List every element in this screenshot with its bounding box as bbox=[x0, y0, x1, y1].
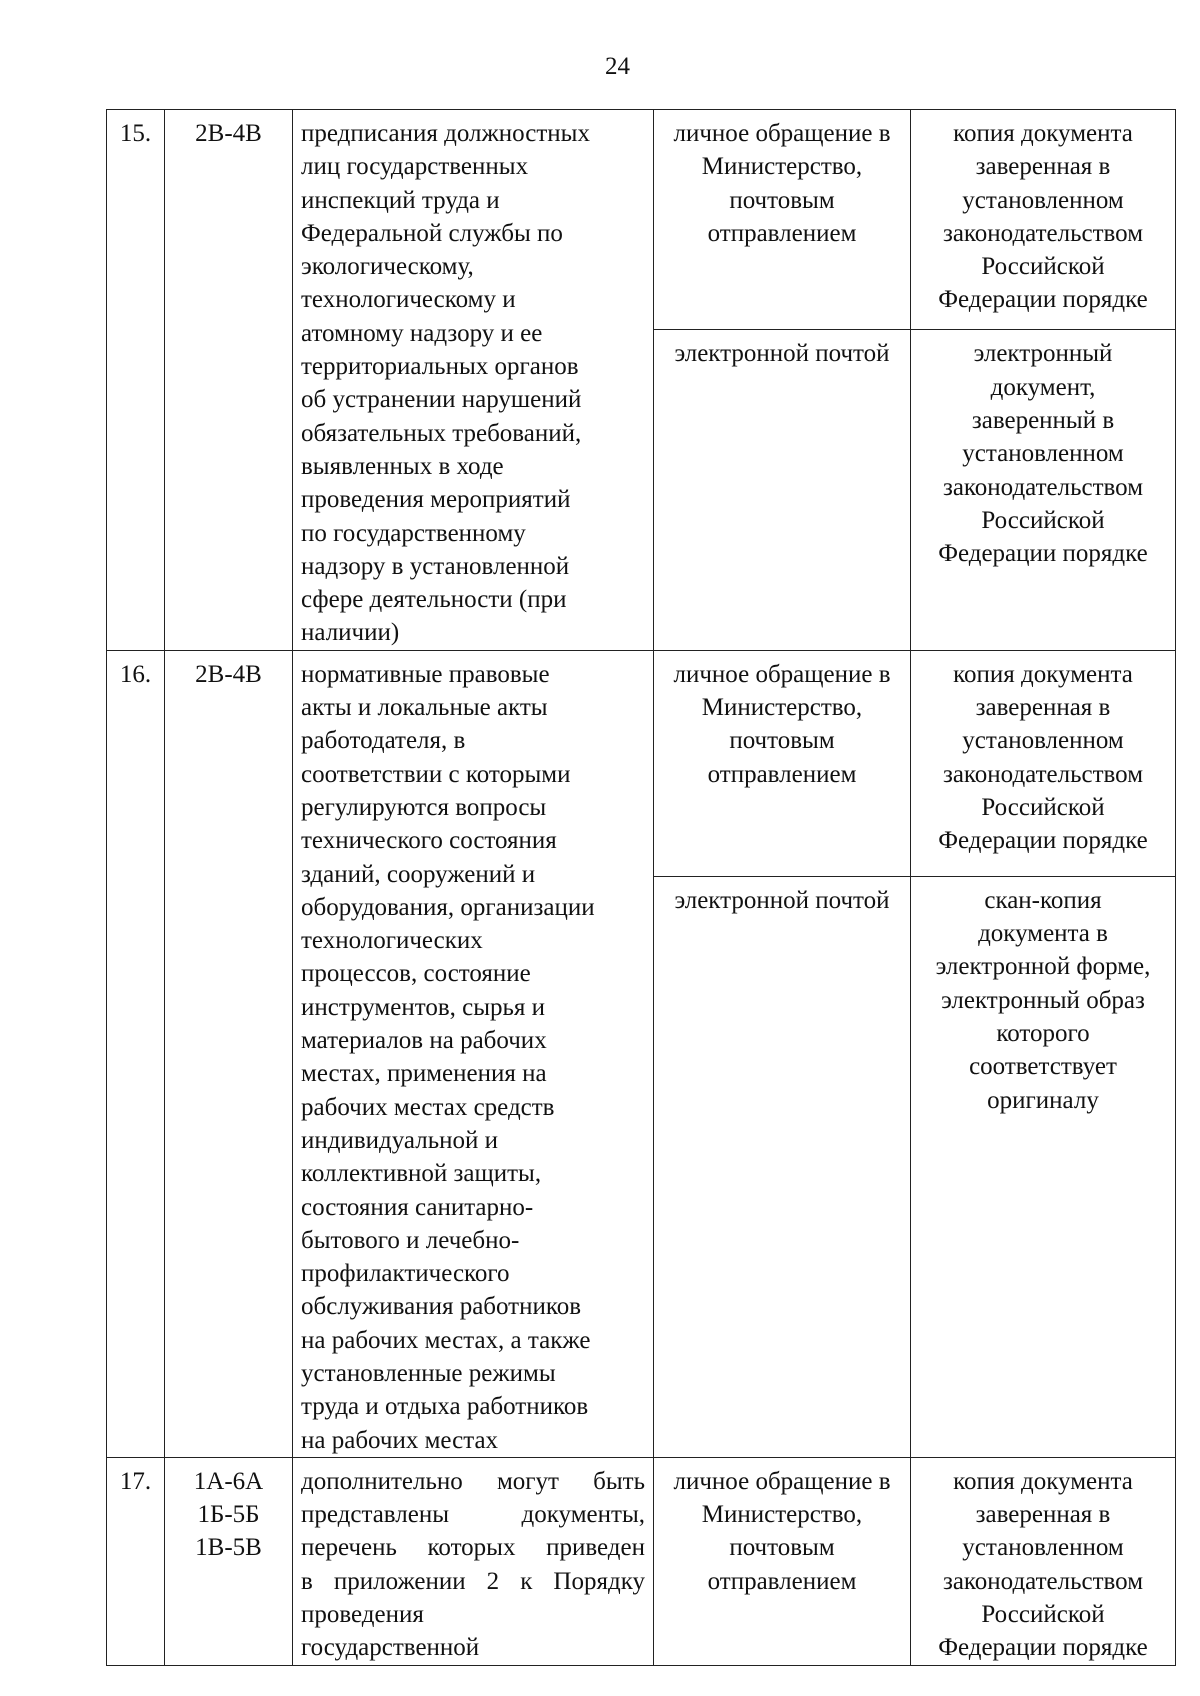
submission-method-line: личное обращение в bbox=[673, 1467, 891, 1495]
section-codes bbox=[165, 1457, 293, 1665]
document-form-line: которого bbox=[996, 1020, 1090, 1048]
document-name-line: проведения мероприятий bbox=[301, 486, 571, 514]
document-name-line: об устранении нарушений bbox=[301, 386, 582, 414]
document-form-line: законодательством bbox=[942, 1567, 1144, 1595]
document-name-line: регулируются вопросы bbox=[301, 793, 547, 821]
submission-method-line: почтовым bbox=[729, 727, 835, 755]
submission-method bbox=[654, 110, 911, 330]
document-form-line: установленном bbox=[962, 727, 1124, 755]
document-name-line: перечень которых приведен bbox=[301, 1534, 645, 1562]
document-form-line: установленном bbox=[962, 186, 1124, 214]
submission-method-line: Министерство, bbox=[701, 153, 863, 181]
section-codes bbox=[165, 110, 293, 651]
document-form-line: оригиналу bbox=[987, 1086, 1099, 1114]
document-name-line: наличии) bbox=[301, 619, 400, 647]
submission-method-line: почтовым bbox=[729, 1534, 835, 1562]
submission-method bbox=[654, 876, 911, 1457]
document-name-line: рабочих местах средств bbox=[301, 1093, 555, 1121]
submission-method-line: личное обращение в bbox=[673, 120, 891, 147]
document-name-line: установленные режимы bbox=[301, 1359, 556, 1387]
document-name-line: зданий, сооружений и bbox=[301, 860, 536, 888]
document-form-line: Российской bbox=[981, 793, 1105, 821]
document-name-line: дополнительно могут быть bbox=[301, 1467, 645, 1495]
document-name-line: материалов на рабочих bbox=[301, 1027, 547, 1055]
document-name-line: выявленных в ходе bbox=[301, 452, 504, 480]
document-name-line: обслуживания работников bbox=[301, 1293, 582, 1321]
document-name-line: обязательных требований, bbox=[301, 419, 582, 447]
document-name-line: Федеральной службы по bbox=[301, 219, 563, 247]
submission-method-line: отправлением bbox=[707, 219, 857, 247]
page-number: 24 bbox=[605, 53, 630, 80]
submission-method-line: электронной почтой bbox=[674, 340, 890, 368]
document-name bbox=[293, 110, 654, 651]
document-form-line: соответствует bbox=[969, 1053, 1117, 1081]
document-name-line: технологических bbox=[301, 927, 483, 955]
documents-table bbox=[106, 109, 1176, 1666]
document-name-line: местах, применения на bbox=[301, 1060, 547, 1088]
document-form-line: заверенная в bbox=[975, 694, 1111, 722]
document-form-line: Федерации порядке bbox=[938, 286, 1148, 314]
document-form-line: заверенный в bbox=[971, 406, 1115, 434]
document-form-line: установленном bbox=[962, 1534, 1124, 1562]
document-name-line: лиц государственных bbox=[301, 153, 529, 181]
document-form-line: законодательством bbox=[942, 219, 1144, 247]
document-name-line: на рабочих местах bbox=[301, 1426, 499, 1454]
section-code: 1А-6А bbox=[193, 1467, 264, 1495]
document-name-line: предписания должностных bbox=[301, 120, 590, 147]
document-name-line: государственной bbox=[301, 1634, 480, 1662]
section-code: 2В-4В bbox=[195, 660, 262, 688]
submission-method-line: электронной почтой bbox=[674, 886, 890, 914]
document-name-line: инструментов, сырья и bbox=[301, 993, 546, 1021]
document-name-line: экологическому, bbox=[301, 253, 474, 281]
document-form-line: законодательством bbox=[942, 473, 1144, 501]
document-name bbox=[293, 650, 654, 1457]
document-form-line: законодательством bbox=[942, 760, 1144, 788]
document-name-line: труда и отдыха работников bbox=[301, 1393, 589, 1421]
document-name bbox=[293, 1457, 654, 1665]
section-code: 1В-5В bbox=[195, 1534, 262, 1562]
submission-method-line: отправлением bbox=[707, 1567, 857, 1595]
document-name-line: процессов, состояние bbox=[301, 960, 531, 988]
document-form bbox=[911, 330, 1176, 650]
submission-method-line: отправлением bbox=[707, 760, 857, 788]
document-name-line: территориальных органов bbox=[301, 353, 579, 381]
document-form-line: документа в bbox=[978, 920, 1108, 948]
document-name-line: соответствии с которыми bbox=[301, 760, 571, 788]
document-form-line: Федерации порядке bbox=[938, 540, 1148, 568]
document-name-line: профилактического bbox=[301, 1260, 510, 1288]
document-name-line: коллективной защиты, bbox=[301, 1160, 542, 1188]
submission-method-line: Министерство, bbox=[701, 694, 863, 722]
document-name-line: сфере деятельности (при bbox=[301, 586, 567, 614]
document-form-line: заверенная в bbox=[975, 153, 1111, 181]
document-name-line: технологическому и bbox=[301, 286, 516, 314]
document-name-line: атомному надзору и ее bbox=[301, 319, 543, 347]
document-name-line: акты и локальные акты bbox=[301, 694, 548, 722]
document-form-line: копия документа bbox=[953, 1467, 1133, 1495]
submission-method-line: Министерство, bbox=[701, 1501, 863, 1529]
section-codes bbox=[165, 650, 293, 1457]
document-form-line: установленном bbox=[962, 440, 1124, 468]
document-name-line: представлены документы, bbox=[301, 1501, 645, 1529]
document-form bbox=[911, 1457, 1176, 1665]
document-form-line: заверенная в bbox=[975, 1501, 1111, 1529]
document-form-line: электронный образ bbox=[941, 986, 1145, 1014]
document-form-line: документ, bbox=[990, 373, 1096, 401]
document-name-line: на рабочих местах, а также bbox=[301, 1326, 591, 1354]
document-form-line: Российской bbox=[981, 253, 1105, 281]
section-code: 2В-4В bbox=[195, 120, 262, 147]
section-code: 1Б-5Б bbox=[197, 1501, 260, 1529]
row-number: 15. bbox=[107, 110, 165, 651]
document-name-line: инспекций труда и bbox=[301, 186, 500, 214]
table-row bbox=[107, 650, 1176, 876]
table-row bbox=[107, 110, 1176, 330]
row-number: 16. bbox=[107, 650, 165, 1457]
document-name-line: надзору в установленной bbox=[301, 552, 570, 580]
document-form-line: Российской bbox=[981, 506, 1105, 534]
document-name-line: нормативные правовые bbox=[301, 660, 550, 688]
document-form bbox=[911, 876, 1176, 1457]
document-name-line: по государственному bbox=[301, 519, 526, 547]
document-name-line: технического состояния bbox=[301, 827, 557, 855]
document-name-line: индивидуальной и bbox=[301, 1126, 499, 1154]
document-name-line: состояния санитарно- bbox=[301, 1193, 534, 1221]
document-form-line: электронный bbox=[973, 340, 1113, 368]
document-name-line: в приложении 2 к Порядку bbox=[301, 1567, 645, 1595]
table-row bbox=[107, 1457, 1176, 1665]
document-form-line: Федерации порядке bbox=[938, 827, 1148, 855]
document-name-line: проведения bbox=[301, 1601, 424, 1629]
document-form-line: Российской bbox=[981, 1601, 1105, 1629]
submission-method bbox=[654, 1457, 911, 1665]
row-number: 17. bbox=[107, 1457, 165, 1665]
document-form bbox=[911, 650, 1176, 876]
document-form-line: копия документа bbox=[953, 660, 1133, 688]
document-form-line: Федерации порядке bbox=[938, 1634, 1148, 1662]
submission-method bbox=[654, 330, 911, 650]
document-form-line: скан-копия bbox=[984, 886, 1102, 914]
document-form-line: электронной форме, bbox=[935, 953, 1151, 981]
submission-method-line: личное обращение в bbox=[673, 660, 891, 688]
document-form-line: копия документа bbox=[953, 120, 1133, 147]
document-name-line: работодателя, в bbox=[301, 727, 466, 755]
document-form bbox=[911, 110, 1176, 330]
submission-method-line: почтовым bbox=[729, 186, 835, 214]
document-name-line: бытового и лечебно- bbox=[301, 1226, 520, 1254]
submission-method bbox=[654, 650, 911, 876]
document-name-line: оборудования, организации bbox=[301, 893, 595, 921]
